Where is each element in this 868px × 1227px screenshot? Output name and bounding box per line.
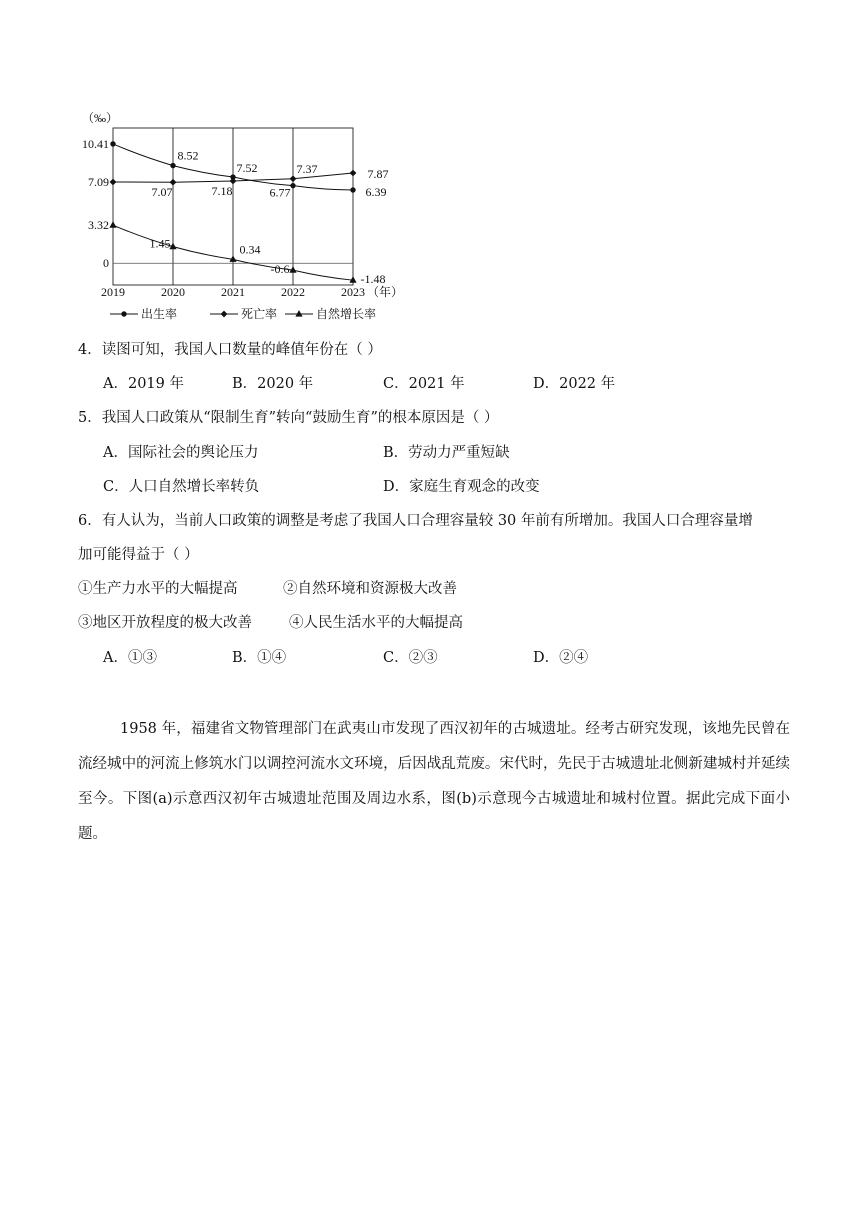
data-label: 7.07 (151, 185, 173, 200)
legend-item (110, 306, 177, 321)
question-4-option-c[interactable]: C．2021 年 (383, 376, 465, 392)
population-rate-chart (70, 105, 410, 335)
legend-label: 出生率 (141, 307, 178, 321)
diamond-marker (350, 170, 357, 177)
x-axis-ticks (101, 285, 365, 299)
question-4-option-b[interactable]: B．2020 年 (232, 376, 314, 392)
x-tick-label: 2019 (101, 285, 125, 299)
data-label: 7.37 (296, 161, 318, 176)
data-label: -1.48 (360, 272, 386, 287)
dot-marker (110, 141, 115, 146)
question-6-option-a[interactable]: A．①③ (103, 650, 157, 666)
data-label: -0.6 (270, 262, 290, 277)
y-tick-label: 10.41 (82, 136, 109, 151)
data-label: 6.77 (269, 185, 291, 200)
y-tick-label: 0 (103, 256, 109, 271)
question-5-option-b[interactable]: B．劳动力严重短缺 (383, 445, 510, 461)
dot-marker (121, 311, 126, 316)
question-5-option-c[interactable]: C．人口自然增长率转负 (103, 479, 260, 495)
question-6-option-c[interactable]: C．②③ (383, 650, 438, 666)
question-6-option-d[interactable]: D．②④ (533, 650, 589, 666)
data-label: 7.87 (367, 167, 389, 182)
dot-marker (290, 183, 295, 188)
data-label: 1.45 (149, 236, 171, 251)
x-tick-label: 2022 (281, 285, 305, 299)
question-4-stem: 4．读图可知，我国人口数量的峰值年份在（ ） (78, 342, 382, 358)
x-tick-label: 2020 (161, 285, 185, 299)
dot-marker (170, 163, 175, 168)
question-6-statement-2: ②自然环境和资源极大改善 (283, 581, 457, 597)
question-5-option-a[interactable]: A．国际社会的舆论压力 (103, 445, 259, 461)
question-6-statement-3: ③地区开放程度的极大改善 (78, 615, 252, 631)
legend-label: 死亡率 (241, 307, 278, 321)
diamond-marker (110, 179, 117, 186)
legend-item (210, 306, 277, 321)
y-unit-label: （‰） (82, 111, 119, 125)
question-6-statement-4: ④人民生活水平的大幅提高 (289, 615, 463, 631)
diamond-marker (290, 175, 297, 182)
y-axis-ticks (82, 137, 109, 270)
x-tick-label: 2021 (221, 285, 245, 299)
question-5-stem: 5．我国人口政策从“限制生育”转向“鼓励生育”的根本原因是（ ） (78, 410, 499, 426)
diamond-marker (221, 311, 228, 318)
data-label: 0.34 (239, 242, 261, 257)
data-label: 7.52 (236, 161, 258, 176)
x-tick-label: 2023 (341, 285, 365, 299)
question-6-option-b[interactable]: B．①④ (232, 650, 287, 666)
question-6-stem-line2: 加可能得益于（ ） (78, 547, 199, 563)
reading-passage: 1958 年，福建省文物管理部门在武夷山市发现了西汉初年的古城遗址。经考古研究发现，该地先民曾在流经城中的河流上修筑水门以调控河流水文环境，后因战乱荒废。宋代时，先民于古城遗址北侧新建城村并延续至今。下图(a)示意西汉初年古城遗址范围及周边水系，图(b)示意现今古城遗址和城村位置。据此完成下面小题。 (78, 721, 790, 842)
triangle-marker (109, 221, 116, 228)
data-label: 6.39 (365, 184, 387, 199)
legend-item (285, 306, 376, 321)
data-label: 7.18 (211, 183, 233, 198)
question-6-stem-line1: 6．有人认为，当前人口政策的调整是考虑了我国人口合理容量较 30 年前有所增加。我国人口合理容量增 (78, 513, 753, 529)
y-tick-label: 7.09 (88, 174, 109, 189)
question-4-option-d[interactable]: D．2022 年 (533, 376, 616, 392)
question-6-statement-1: ①生产力水平的大幅提高 (78, 581, 238, 597)
chart-series (109, 141, 388, 286)
dot-marker (350, 187, 355, 192)
y-tick-label: 3.32 (88, 218, 109, 233)
x-unit-label: （年） (367, 285, 404, 299)
triangle-marker (295, 310, 302, 317)
data-label: 8.52 (177, 148, 199, 163)
series-3 (109, 221, 385, 286)
question-5-option-d[interactable]: D．家庭生育观念的改变 (383, 479, 540, 495)
chart-legend (110, 306, 376, 321)
legend-label: 自然增长率 (316, 307, 377, 321)
question-4-option-a[interactable]: A．2019 年 (103, 376, 184, 392)
